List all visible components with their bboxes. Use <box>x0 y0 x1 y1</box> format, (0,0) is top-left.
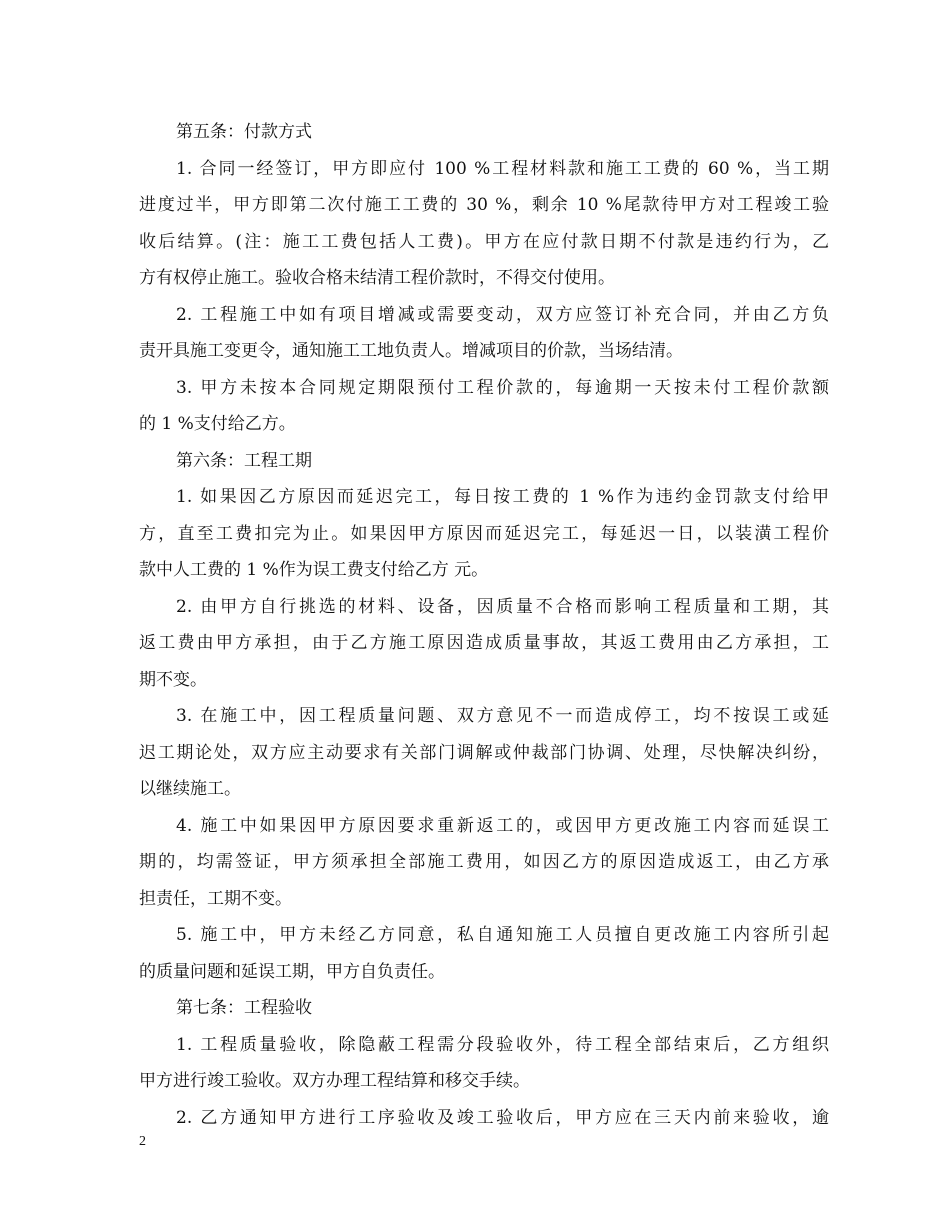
paragraph-line: 方，直至工费扣完为止。如果因甲方原因而延迟完工，每延迟一日，以装潢工程价 <box>139 523 829 544</box>
paragraph-line: 2. 乙方通知甲方进行工序验收及竣工验收后，甲方应在三天内前来验收，逾 <box>176 1107 829 1128</box>
paragraph-line: 5. 施工中，甲方未经乙方同意，私自通知施工人员擅自更改施工内容所引起 <box>176 925 829 945</box>
section-heading: 第六条：工程工期 <box>176 450 312 471</box>
paragraph-line: 1. 如果因乙方原因而延迟完工，每日按工费的 1 %作为违约金罚款支付给甲 <box>176 487 829 507</box>
clause-paragraph <box>139 917 829 990</box>
paragraph-line: 2. 由甲方自行挑选的材料、设备，因质量不合格而影响工程质量和工期，其 <box>176 596 829 617</box>
paragraph-line: 返工费由甲方承担，由于乙方施工原因造成质量事故，其返工费用由乙方承担，工 <box>139 633 829 653</box>
paragraph-line: 迟工期论处，双方应主动要求有关部门调解或仲裁部门协调、处理，尽快解决纠纷， <box>139 742 829 763</box>
paragraph-line: 1. 工程质量验收，除隐蔽工程需分段验收外，待工程全部结束后，乙方组织 <box>176 1034 829 1055</box>
paragraph-line: 的 1 %支付给乙方。 <box>139 414 296 434</box>
paragraph-line: 责开具施工变更令，通知施工工地负责人。增减项目的价款，当场结清。 <box>139 341 683 361</box>
clause-paragraph <box>139 589 829 699</box>
clause-paragraph <box>139 297 829 370</box>
paragraph-line: 的质量问题和延误工期，甲方自负责任。 <box>139 961 445 982</box>
section-heading: 第七条：工程验收 <box>176 998 312 1018</box>
clause-paragraph <box>139 370 829 443</box>
page-number: 2 <box>139 1134 146 1149</box>
paragraph-line: 期不变。 <box>139 669 207 690</box>
clause-paragraph <box>139 698 829 808</box>
paragraph-line: 进度过半，甲方即第二次付施工工费的 30 %，剩余 10 %尾款待甲方对工程竣工验 <box>139 195 829 215</box>
clause-paragraph <box>139 151 829 297</box>
clause-paragraph <box>139 808 829 918</box>
paragraph-line: 3. 甲方未按本合同规定期限预付工程价款的，每逾期一天按未付工程价款额 <box>176 377 829 398</box>
clause-paragraph <box>139 1100 829 1137</box>
paragraph-line: 甲方进行竣工验收。双方办理工程结算和移交手续。 <box>139 1071 530 1091</box>
paragraph-line: 3. 在施工中，因工程质量问题、双方意见不一而造成停工，均不按误工或延 <box>176 706 829 726</box>
paragraph-line: 方有权停止施工。验收合格未结清工程价款时，不得交付使用。 <box>139 268 615 288</box>
paragraph-line: 期的，均需签证，甲方须承担全部施工费用，如因乙方的原因造成返工，由乙方承 <box>139 852 829 872</box>
paragraph-line: 以继续施工。 <box>139 779 241 799</box>
paragraph-line: 收后结算。(注：施工工费包括人工费)。甲方在应付款日期不付款是违约行为，乙 <box>139 231 829 252</box>
paragraph-line: 1. 合同一经签订，甲方即应付 100 %工程材料款和施工工费的 60 %，当工期 <box>176 158 829 179</box>
clause-paragraph <box>139 1027 829 1100</box>
paragraph-line: 4. 施工中如果因甲方原因要求重新返工的，或因甲方更改施工内容而延误工 <box>176 815 829 836</box>
paragraph-line: 2. 工程施工中如有项目增减或需要变动，双方应签订补充合同，并由乙方负 <box>176 304 829 325</box>
document-body <box>139 114 829 1136</box>
paragraph-line: 担责任，工期不变。 <box>139 888 292 909</box>
clause-paragraph <box>139 479 829 589</box>
section-heading: 第五条：付款方式 <box>176 122 312 142</box>
paragraph-line: 款中人工费的 1 %作为误工费支付给乙方 元。 <box>139 560 489 580</box>
